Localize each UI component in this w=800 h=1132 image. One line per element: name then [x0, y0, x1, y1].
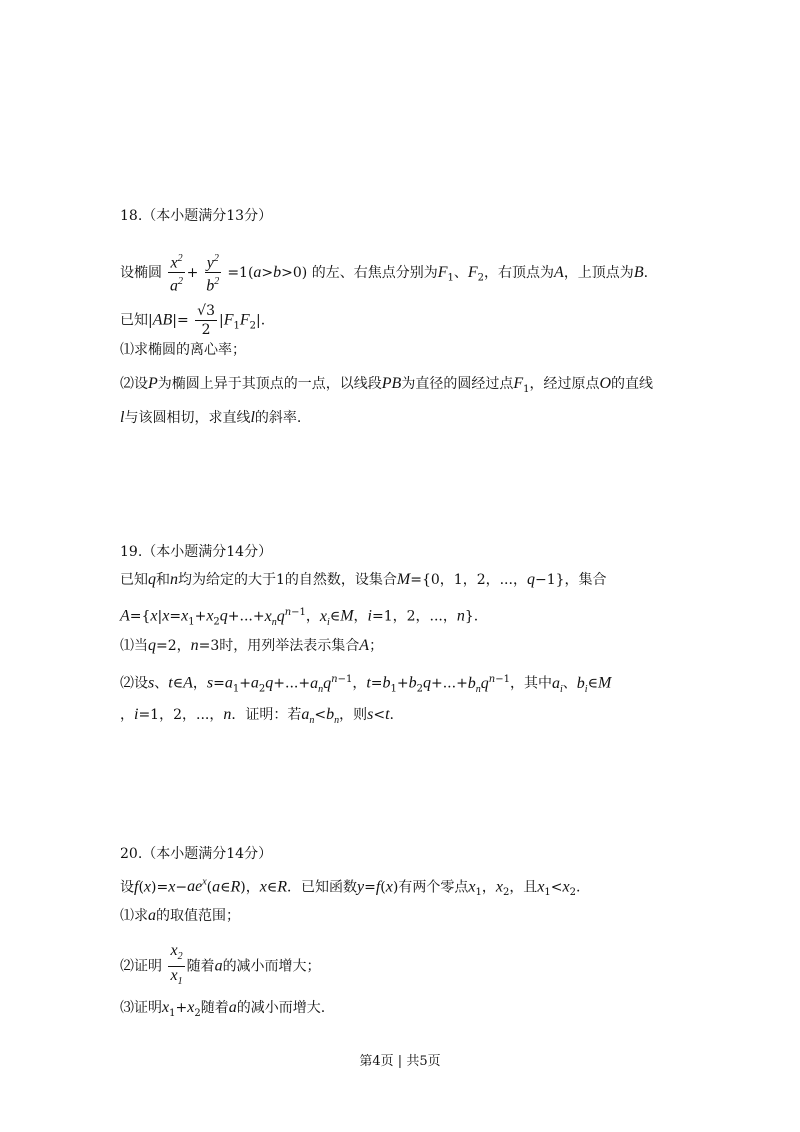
q20-text: 的减小而增大；	[222, 958, 321, 975]
q18-text: 设椭圆	[120, 264, 162, 281]
q20-text: ⑴求	[120, 908, 148, 924]
q20-part1: ⑴求a的取值范围；	[120, 907, 240, 924]
q20-text: ⑶证明	[120, 1000, 162, 1016]
q18-text: ，经过原点	[529, 376, 600, 392]
q18-text: 已知	[120, 312, 148, 329]
q18-frac-x: $\frac{x^2}{a^2}$	[168, 250, 184, 296]
q19-text: ，则	[339, 707, 368, 723]
q19-part1: ⑴当q=2，n=3时，用列举法表示集合A；	[120, 637, 384, 654]
q20-heading: 20.（本小题满分14分）	[120, 846, 273, 862]
q20-line1: 设$f(x)=x-ae^x(a\in R)$，x∈R．已知函数y=f(x)有两个零点$x_1$，$x_2$，且$x_1<x_2$.	[120, 877, 581, 899]
q20-text: ．已知函数	[287, 879, 357, 896]
q20-text: 的取值范围；	[156, 908, 240, 924]
q20-text: 设	[120, 879, 134, 896]
q18-heading: 18.（本小题满分13分）	[120, 208, 273, 224]
q19-text: ⑵设	[120, 675, 148, 692]
q18-text: ，右顶点为	[484, 264, 555, 281]
q18-text: 为椭圆上异于其顶点的一点，以线段	[157, 376, 382, 392]
q18-text: 为直径的圆经过点	[401, 376, 514, 392]
q20-text: 随着	[186, 958, 215, 975]
q18-frac-y: $\frac{y^2}{b^2}$	[205, 250, 221, 296]
q19-line2: $A=\{x|x=x_1+x_2q+...+x_nq^{n-1}$，$x_i\in M$，i=1，2，...，n}.	[120, 607, 479, 628]
q18-formula: =1(a>b>0)	[227, 263, 308, 281]
q18-part2-line2: l与该圆相切，求直线l的斜率.	[120, 409, 302, 426]
q19-text: ⑴当	[120, 638, 148, 654]
q18-text: ⑵设	[120, 376, 148, 392]
q19-text: ．证明：若	[231, 707, 302, 723]
q18-text: 的左、右焦点分别为	[311, 264, 438, 281]
q20-text: ，且	[509, 879, 538, 896]
page-footer: 第4页 | 共5页	[359, 1054, 441, 1069]
q19-text: 均为给定的大于1的自然数，设集合	[178, 572, 397, 588]
q19-heading: 19.（本小题满分14分）	[120, 544, 273, 560]
q18-frac-sqrt3: $\frac{√3}{2}$	[197, 303, 215, 338]
q20-text: 随着	[200, 1000, 229, 1016]
q18-text: 与该圆相切，求直线	[124, 410, 251, 426]
q18-part2-line1: ⑵设P为椭圆上异于其顶点的一点，以线段PB为直径的圆经过点$F_1$，经过原点O的直线	[120, 375, 654, 395]
q19-part2-line1: ⑵设s、t∈A，$s=a_1+a_2q+...+a_nq^{n-1}$，$t=b_1+b_2q+...+b_nq^{n-1}$，其中$a_i$、$b_i\in M$	[120, 674, 612, 695]
q20-text: 的减小而增大.	[236, 1000, 326, 1016]
q18-text: ，上顶点为	[563, 264, 634, 281]
q19-part2-line2: ，i=1，2，...，n．证明：若$a_n<b_n$，则s<t.	[120, 706, 394, 727]
q19-text: 时，用列举法表示集合	[219, 638, 360, 654]
q18-line1: 设椭圆 $\frac{x^2}{a^2}$ + $\frac{y^2}{b^2}$ =1(a>b>0) 的左、右焦点分别为$F_1$、$F_2$，右顶点为A，上顶点为B.	[120, 250, 648, 296]
q18-part1: ⑴求椭圆的离心率；	[120, 342, 246, 358]
q19-text: ，其中	[510, 675, 552, 692]
q19-text: 和	[156, 572, 170, 588]
q19-text: 已知	[120, 572, 148, 588]
q20-text: 有两个零点	[398, 879, 469, 896]
q19-line1: 已知q和n均为给定的大于1的自然数，设集合M={0，1，2，...，q−1}，集合	[120, 571, 607, 588]
q20-part2: ⑵证明 $\frac{x_2}{x_1}$ 随着a的减小而增大；	[120, 942, 321, 991]
q20-part3: ⑶证明$x_1+x_2$随着a的减小而增大.	[120, 999, 326, 1019]
q20-text: ⑵证明	[120, 958, 162, 975]
q18-text: 的斜率.	[254, 410, 302, 426]
q18-text: 的直线	[611, 376, 654, 392]
q18-line2: 已知|AB|= $\frac{√3}{2}$ $|F_1F_2|$.	[120, 303, 266, 338]
q20-frac-x2-x1: $\frac{x_2}{x_1}$	[170, 942, 183, 988]
q19-text: ，集合	[564, 572, 607, 588]
